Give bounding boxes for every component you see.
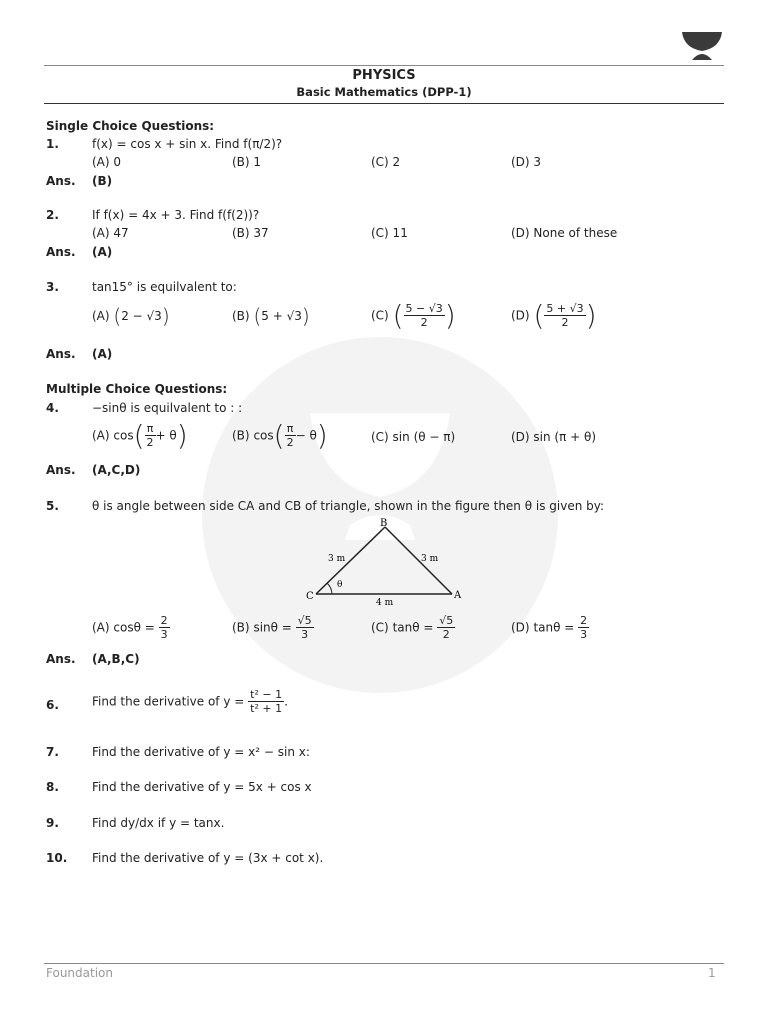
triangle-figure [300,515,480,610]
question-text: f(x) = cos x + sin x. Find f(π/2)? [92,137,283,151]
page-title: Basic Mathematics (DPP-1) [296,85,472,99]
question-text: −sinθ is equilvalent to : : [92,401,243,415]
question-text: Find the derivative of y = (3x + cot x). [92,851,324,865]
question-number: 8. [46,780,59,794]
vertex-a-label: A [454,590,462,601]
option-b: (B) cos( $\frac{\pi}{2}$ − θ) [232,419,328,452]
question-number: 3. [46,280,59,294]
answer-label: Ans. [46,463,76,477]
vertex-c-label: C [306,591,314,602]
option-b: (B) sinθ = $\frac{√5}{3}$ [232,614,312,641]
option-d: (D) None of these [511,226,618,240]
section-heading-multiple: Multiple Choice Questions: [46,382,228,396]
question-text: tan15° is equilvalent to: [92,280,237,294]
side-ba [385,527,452,594]
question-text: Find the derivative of y = x² − sin x: [92,745,310,759]
option-c: (C) 11 [371,226,408,240]
option-d: (D) 3 [511,155,542,169]
option-a: (A) cos( $\frac{\pi}{2}$ + θ) [92,419,188,452]
side-ca-label: 4 m [376,598,394,608]
option-c: (C) sin (θ − π) [371,430,456,444]
question-text: Find the derivative of y = $\frac{\text{t² − 1}}{\text{t² + 1}}$ . [92,688,288,715]
answer-value: (A,B,C) [92,652,140,666]
answer-label: Ans. [46,347,76,361]
answer-label: Ans. [46,245,76,259]
question-number: 9. [46,816,59,830]
question-number: 5. [46,499,59,513]
answer-value: (A,C,D) [92,463,141,477]
option-d: (D) ( $\frac{5 + √3}{2}$ ) [511,299,597,332]
option-c: (C) ( $\frac{5 - √3}{2}$ ) [371,299,456,332]
header-rule [44,103,724,104]
theta-label: θ [337,580,343,590]
question-number: 4. [46,401,59,415]
footer-label: Foundation [46,966,113,980]
option-b: (B) (5 + √3) [232,304,310,328]
question-text: θ is angle between side CA and CB of triangle, shown in the figure then θ is given by: [92,499,605,513]
option-b: (B) 37 [232,226,269,240]
side-cb [316,527,385,594]
vertex-b-label: B [380,518,388,529]
subject-title: PHYSICS [352,68,416,83]
option-a: (A) (2 − √3) [92,304,170,328]
footer-rule [44,963,724,964]
side-ba-label: 3 m [421,554,439,564]
top-rule [44,65,724,66]
question-text: If f(x) = 4x + 3. Find f(f(2))? [92,208,260,222]
option-d: (D) sin (π + θ) [511,430,597,444]
option-a: (A) 47 [92,226,129,240]
option-d: (D) tanθ = $\frac{2}{3}$ [511,614,588,641]
question-number: 2. [46,208,59,222]
logo-icon [682,30,722,62]
answer-value: (A) [92,347,113,361]
answer-label: Ans. [46,174,76,188]
answer-value: (B) [92,174,113,188]
option-a: (A) cosθ = $\frac{2}{3}$ [92,614,168,641]
angle-arc [327,583,332,594]
option-c: (C) 2 [371,155,401,169]
section-heading-single: Single Choice Questions: [46,119,215,133]
side-cb-label: 3 m [328,554,346,564]
question-number: 10. [46,851,68,865]
page-number: 1 [708,966,716,980]
option-a: (A) 0 [92,155,122,169]
question-number: 1. [46,137,59,151]
answer-label: Ans. [46,652,76,666]
answer-value: (A) [92,245,113,259]
option-c: (C) tanθ = $\frac{√5}{2}$ [371,614,454,641]
question-text: Find dy/dx if y = tanx. [92,816,225,830]
question-number: 6. [46,698,59,712]
option-b: (B) 1 [232,155,262,169]
question-number: 7. [46,745,59,759]
question-text: Find the derivative of y = 5x + cos x [92,780,312,794]
